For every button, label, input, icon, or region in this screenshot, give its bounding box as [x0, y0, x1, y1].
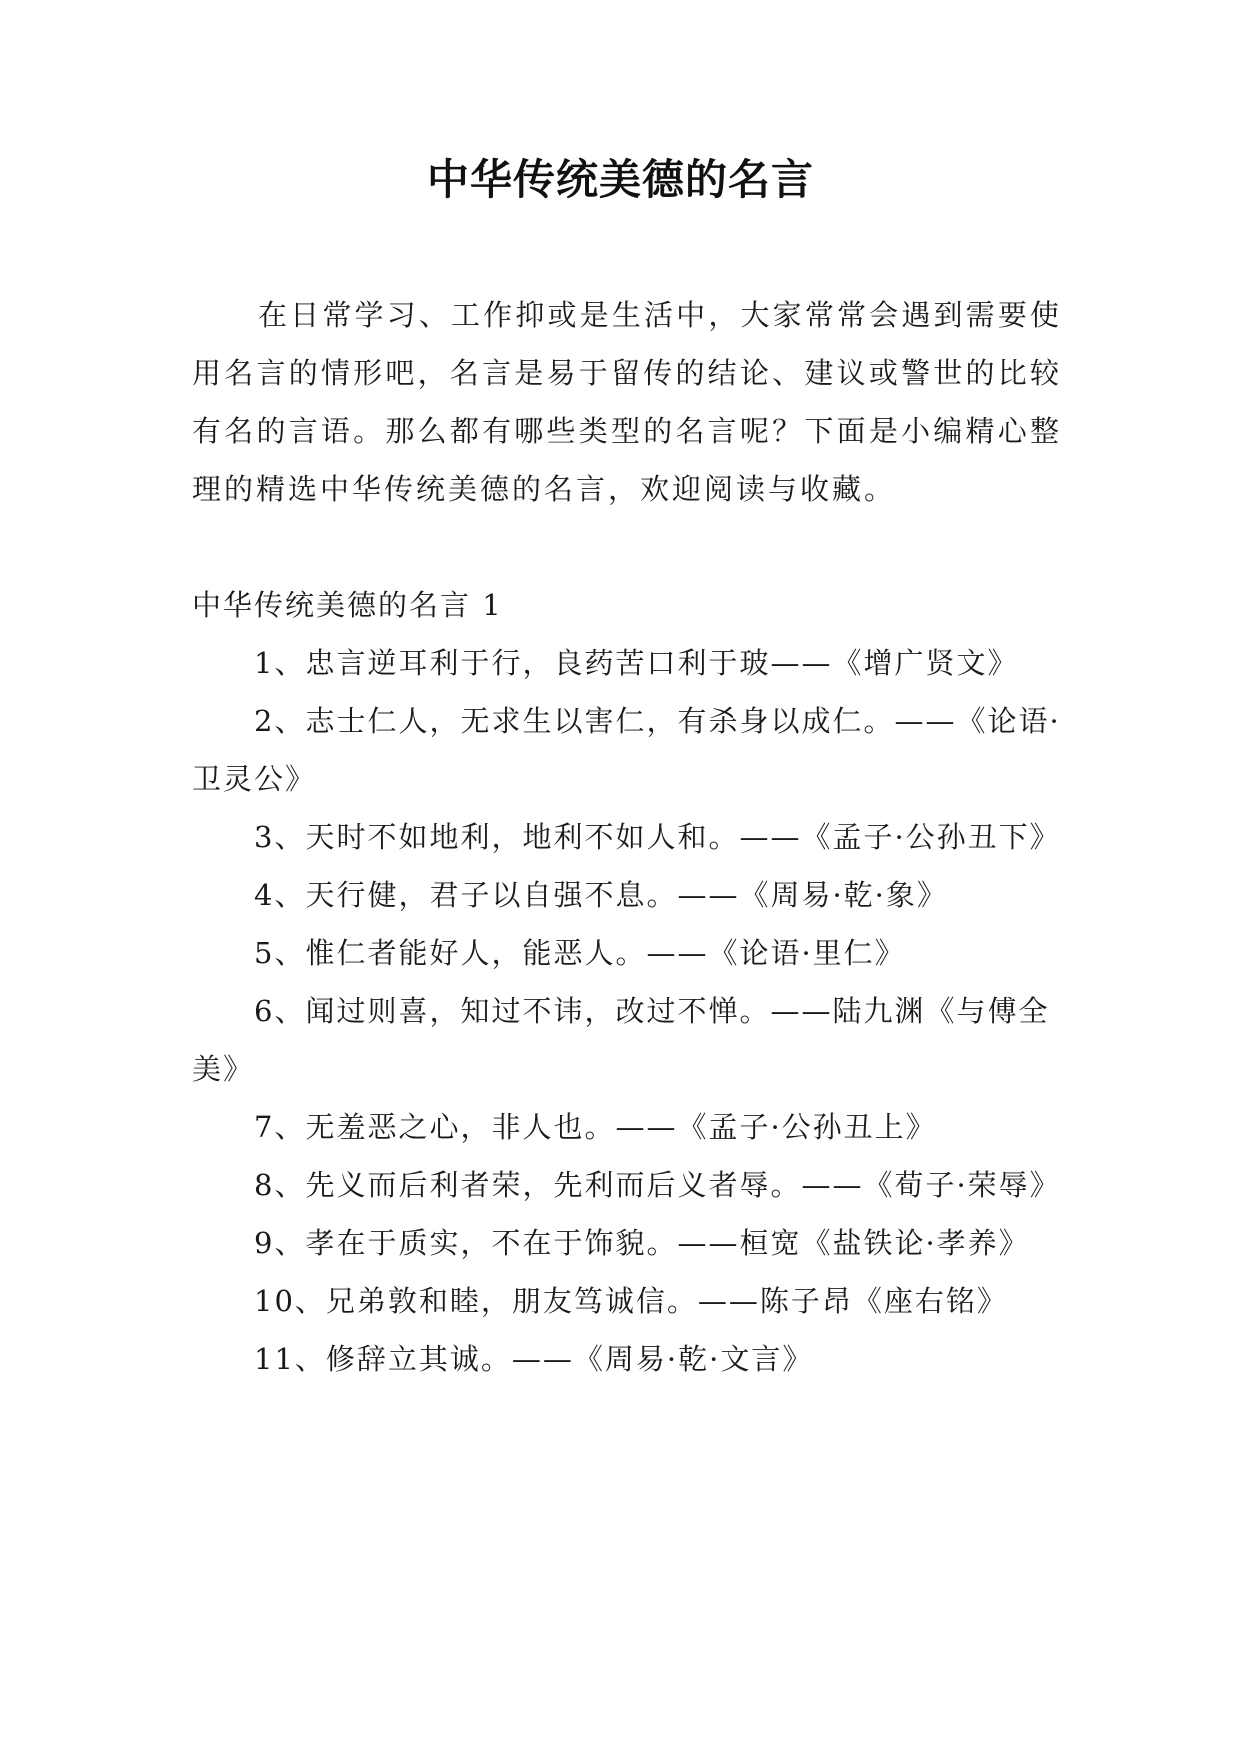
quote-item: 1、忠言逆耳利于行，良药苦口利于玻——《增广贤文》	[254, 646, 1019, 680]
quote-item: 8、先义而后利者荣，先利而后义者辱。——《荀子·荣辱》	[254, 1168, 1061, 1202]
section-heading: 中华传统美德的名言 1	[192, 588, 503, 622]
quote-item: 9、孝在于质实，不在于饰貌。——桓宽《盐铁论·孝养》	[254, 1226, 1030, 1260]
quote-item: 2、志士仁人，无求生以害仁，有杀身以成仁。——《论语·卫灵公》	[192, 704, 1061, 796]
intro-paragraph: 在日常学习、工作抑或是生活中，大家常常会遇到需要使用名言的情形吧，名言是易于留传的结论、建议或警世的比较有名的言语。那么都有哪些类型的名言呢？下面是小编精心整理的精选中华传统美德的名言，欢迎阅读与收藏。	[192, 298, 1062, 506]
quote-item: 5、惟仁者能好人，能恶人。——《论语·里仁》	[254, 936, 906, 970]
quote-item: 11、修辞立其诚。——《周易·乾·文言》	[254, 1342, 814, 1376]
document-title: 中华传统美德的名言	[426, 155, 814, 204]
quote-item: 6、闻过则喜，知过不讳，改过不惮。——陆九渊《与傅全美》	[192, 994, 1050, 1086]
quote-item: 4、天行健，君子以自强不息。——《周易·乾·象》	[254, 878, 948, 912]
quote-list	[192, 634, 1062, 1388]
quote-item: 3、天时不如地利，地利不如人和。——《孟子·公孙丑下》	[254, 820, 1061, 854]
quote-item: 7、无羞恶之心，非人也。——《孟子·公孙丑上》	[254, 1110, 937, 1144]
quote-item: 10、兄弟敦和睦，朋友笃诚信。——陈子昂《座右铭》	[254, 1284, 1008, 1318]
